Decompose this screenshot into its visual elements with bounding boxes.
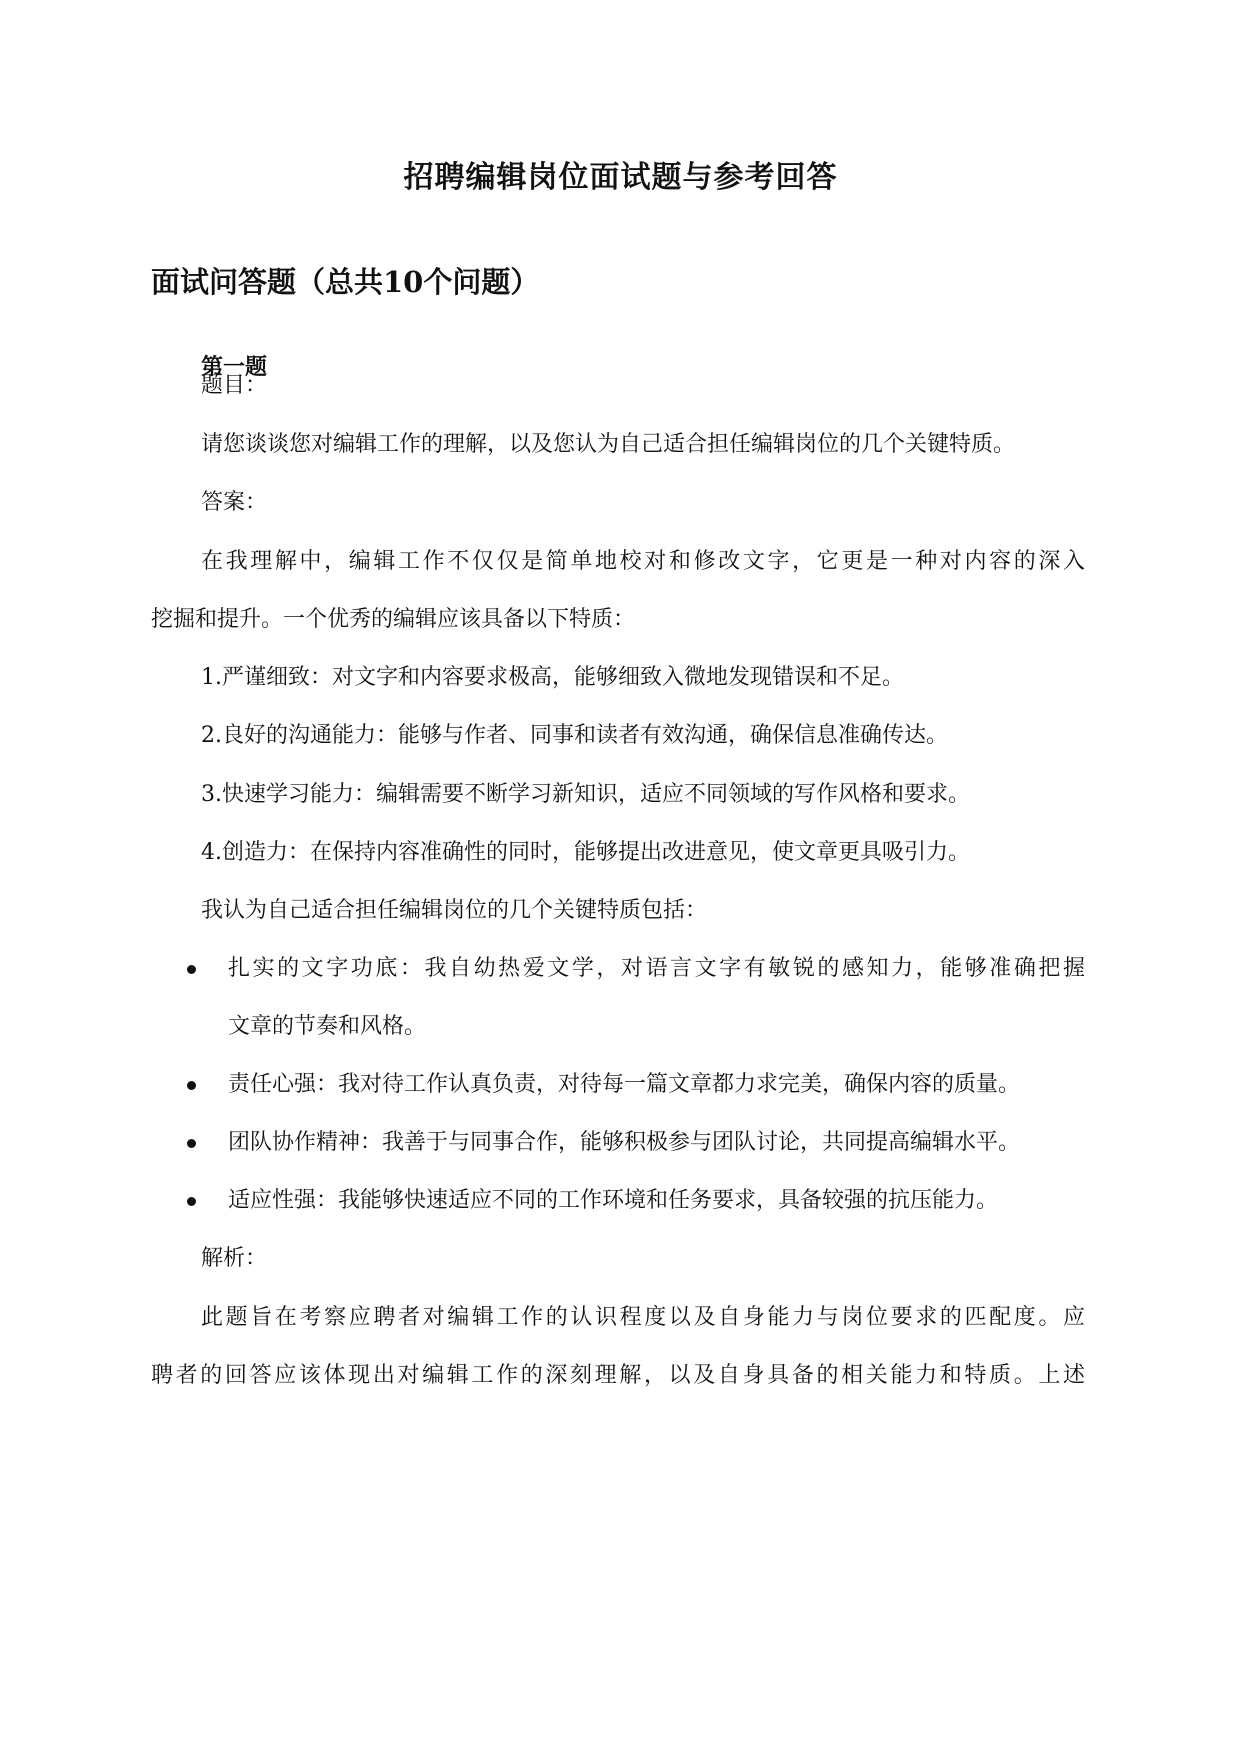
bullet-item-4: 适应性强：我能够快速适应不同的工作环境和任务要求，具备较强的抗压能力。 (228, 1188, 999, 1213)
quality-item-2: 2.良好的沟通能力：能够与作者、同事和读者有效沟通，确保信息准确传达。 (201, 723, 948, 748)
analysis-line-2: 聘者的回答应该体现出对编辑工作的深刻理解，以及自身具备的相关能力和特质。上述 (151, 1363, 1085, 1388)
bullet-item-1-line-2: 文章的节奏和风格。 (228, 1014, 427, 1039)
self-traits-intro: 我认为自己适合担任编辑岗位的几个关键特质包括： (201, 898, 708, 923)
analysis-line-1: 此题旨在考察应聘者对编辑工作的认识程度以及自身能力与岗位要求的匹配度。应 (201, 1305, 1085, 1330)
answer-label: 答案： (201, 490, 268, 515)
quality-item-4: 4.创造力：在保持内容准确性的同时，能够提出改进意见，使文章更具吸引力。 (201, 840, 970, 865)
section-heading: 面试问答题（总共10个问题） (151, 265, 540, 299)
answer-intro-line-2: 挖掘和提升。一个优秀的编辑应该具备以下特质： (151, 607, 636, 632)
bullet-dot-icon (187, 1139, 196, 1148)
bullet-dot-icon (187, 965, 196, 974)
bullet-item-2: 责任心强：我对待工作认真负责，对待每一篇文章都力求完美，确保内容的质量。 (228, 1072, 1021, 1097)
bullet-item-3: 团队协作精神：我善于与同事合作，能够积极参与团队讨论，共同提高编辑水平。 (228, 1130, 1021, 1155)
quality-item-1: 1.严谨细致：对文字和内容要求极高，能够细致入微地发现错误和不足。 (201, 665, 904, 690)
question-heading: 第一题 (201, 354, 268, 380)
question-prompt: 请您谈谈您对编辑工作的理解，以及您认为自己适合担任编辑岗位的几个关键特质。 (201, 432, 1016, 457)
prompt-label: 题目： (201, 373, 268, 398)
document-title: 招聘编辑岗位面试题与参考回答 (403, 160, 838, 195)
quality-item-3: 3.快速学习能力：编辑需要不断学习新知识，适应不同领域的写作风格和要求。 (201, 782, 970, 807)
answer-intro-line-1: 在我理解中，编辑工作不仅仅是简单地校对和修改文字，它更是一种对内容的深入 (201, 549, 1085, 574)
bullet-item-1-line-1: 扎实的文字功底：我自幼热爱文学，对语言文字有敏锐的感知力，能够准确把握 (228, 956, 1085, 981)
bullet-dot-icon (187, 1197, 196, 1206)
bullet-dot-icon (187, 1081, 196, 1090)
analysis-label: 解析： (201, 1246, 268, 1271)
